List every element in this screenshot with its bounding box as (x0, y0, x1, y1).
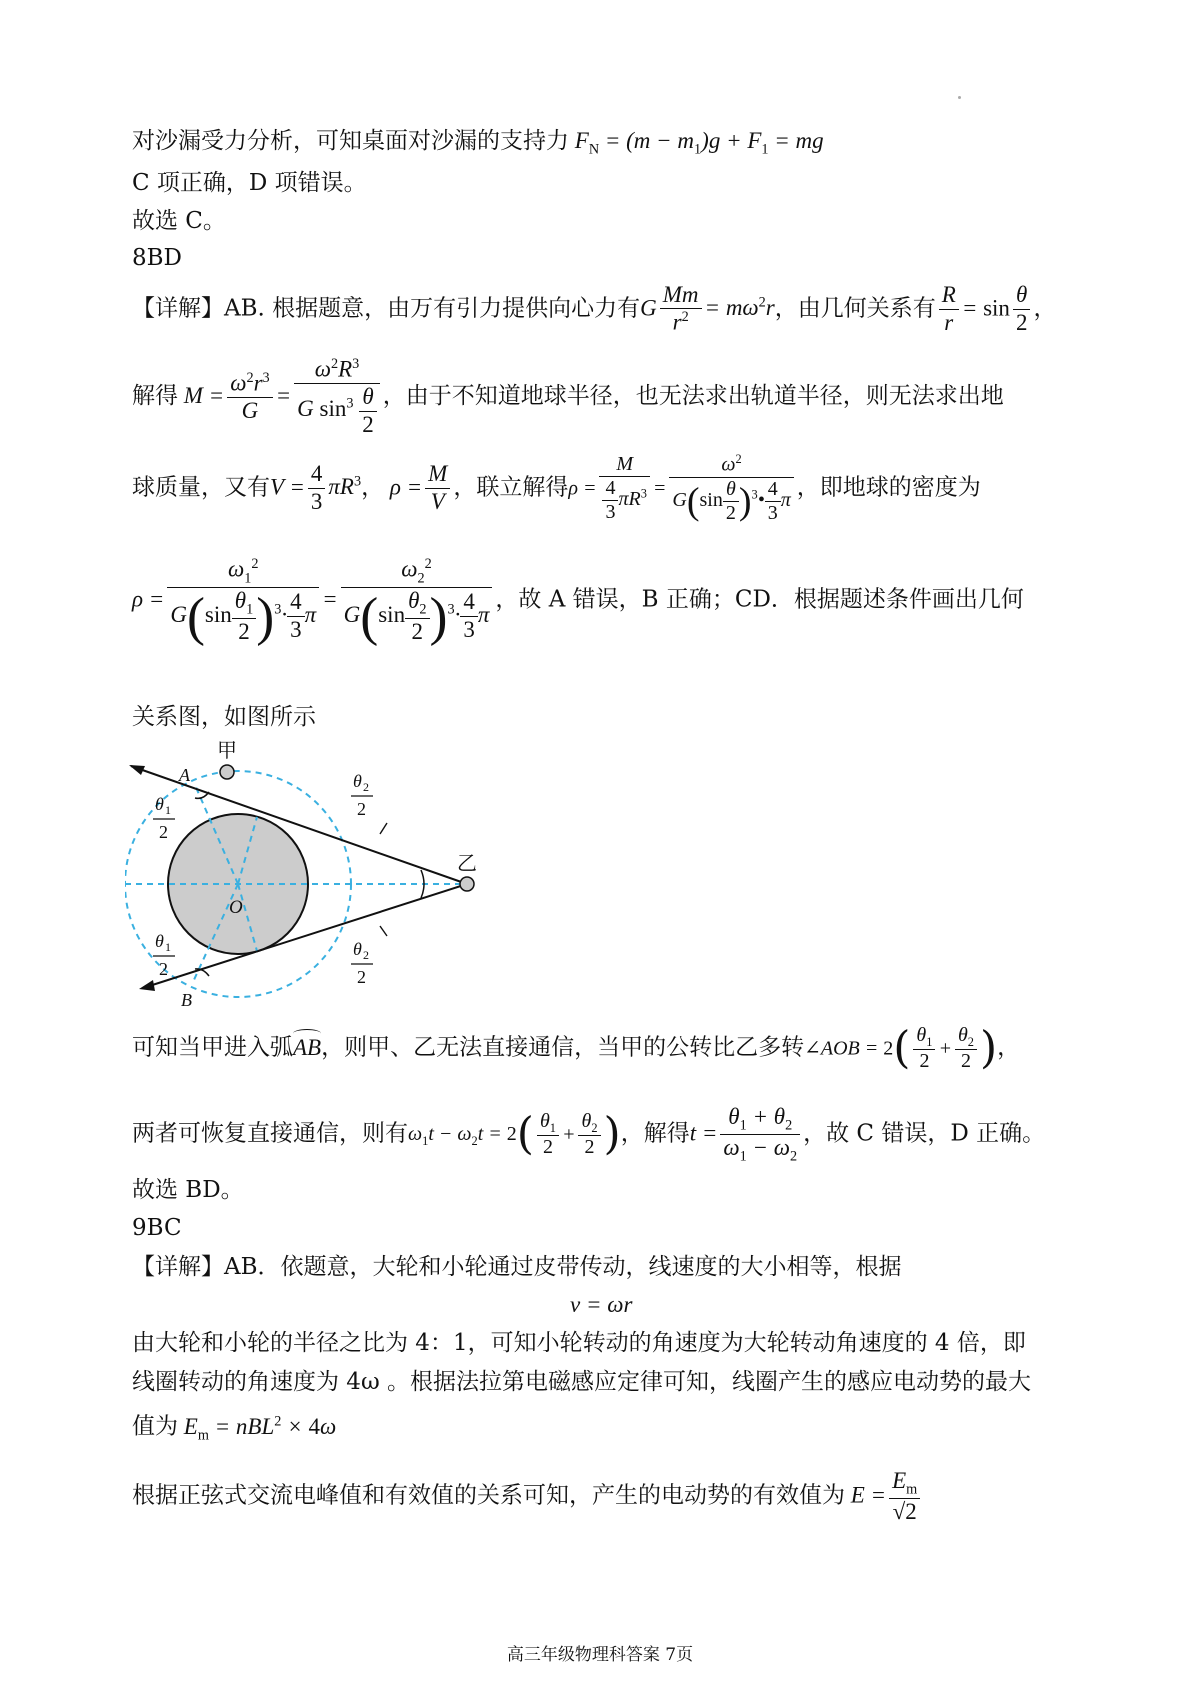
text-segment: ，解得 (620, 1120, 690, 1147)
label-two: 2 (159, 959, 168, 979)
text-segment: ，则甲、乙无法直接通信，当甲的公转比乙多转 (321, 1034, 805, 1061)
equation-v-omega-r: v = ωr (570, 1292, 633, 1317)
text-segment: 对沙漏受力分析，可知桌面对沙漏的支持力 (132, 128, 569, 154)
label-theta1-lower-sub: 1 (165, 940, 171, 954)
text-segment: 球质量，又有 (132, 474, 270, 501)
line-belt-drive: 【详解】AB．依题意，大轮和小轮通过皮带传动，线速度的大小相等，根据 (132, 1254, 902, 1280)
text-segment: 两者可恢复直接通信，则有 (132, 1120, 408, 1147)
text-segment: 值为 (132, 1413, 178, 1440)
label-theta1-upper-sub: 1 (165, 803, 171, 817)
line-gravity-equation: 【详解】AB. 根据题意，由万有引力提供向心力有G $\frac{Mm}{r^2}$ = $m\omega^2r$，由几何关系有 $\frac{R}{r}$ = sin $\frac{\theta}{2}$ ， (132, 282, 1057, 336)
line-mass-solution: 解得 M = $\frac{\omega^2r^3}{G}$ = $\omega^2R^3$ G $\sin^3$ $\frac{\theta}{2}$ ，由于不知道地球半径，也无法求出轨道半径，则无法求出地 (132, 356, 1004, 437)
line-diagram-intro: 关系图，如图所示 (132, 704, 316, 730)
text-segment: ，故 A 错误，B 正确；CD．根据题述条件画出几何 (495, 586, 1024, 613)
line-support-force: 对沙漏受力分析，可知桌面对沙漏的支持力 $F_N = (m - m_1)g + F_1$ = mg (132, 128, 824, 158)
text-segment: ，由几何关系有 (774, 295, 936, 322)
line-arc-ab: 可知当甲进入弧AB ，则甲、乙无法直接通信，当甲的公转比乙多转∠AOB = 2( $\frac{\theta_1}{2}$ + $\frac{\theta_2}{2}$ )， (132, 1022, 1021, 1074)
label-o: O (229, 897, 243, 918)
label-theta2-upper: θ (353, 771, 362, 791)
line-choose-c: 故选 C。 (132, 208, 226, 234)
label-theta1-upper: θ (155, 794, 164, 814)
arrowhead-upper (129, 765, 145, 775)
label-two: 2 (159, 822, 168, 842)
text-segment: ，故 C 错误，D 正确。 (803, 1120, 1046, 1147)
line-c-correct: C 项正确，D 项错误。 (132, 170, 367, 196)
label-two: 2 (357, 799, 366, 819)
label-jia: 甲 (217, 740, 237, 762)
line-density-derivation: 球质量，又有V = $\frac{4}{3}$ $\pi R^3$， ρ = $\frac{M}{V}$ ，联立解得ρ = M $\frac{4}{3}$ $\pi R^3$ = $\omega^2$ G(sin $\frac{\theta}{2}$ )$^3$• $\frac{4}{3}$ π ，即地球的密度为 (132, 452, 981, 524)
line-faraday: 线圈转动的角速度为 4ω 。根据法拉第电磁感应定律可知，线圈产生的感应电动势的最大 (132, 1369, 1032, 1395)
text-segment: ，由于不知道地球半径，也无法求出轨道半径，则无法求出地 (382, 382, 1004, 409)
label-theta2-lower-sub: 2 (363, 948, 369, 962)
angle-arc-yi-upper (421, 870, 424, 884)
text-segment: 根据正弦式交流电峰值和有效值的关系可知，产生的电动势的有效值为 (132, 1482, 845, 1509)
pointer-upper (380, 823, 387, 834)
page-footer: 高三年级物理科答案 7页 (506, 1645, 694, 1665)
label-yi: 乙 (457, 853, 477, 875)
orbit-geometry-diagram (125, 740, 485, 1010)
line-emf-effective: 根据正弦式交流电峰值和有效值的关系可知，产生的电动势的有效值为 E = $\frac{E_m}{√2}$ (132, 1468, 923, 1525)
text-segment: 解得 (132, 382, 178, 409)
label-theta2-lower: θ (353, 939, 362, 959)
question-9-heading: 9BC (132, 1215, 182, 1241)
arrowhead-lower (139, 980, 155, 991)
satellite-jia (220, 765, 234, 779)
line-time-solution: 两者可恢复直接通信，则有$\omega_1t - \omega_2t = 2$( $\frac{\theta_1}{2}$ + $\frac{\theta_2}{2}$ )，解得t = $\frac{\theta_1 + \theta_2}{\omega_1 - \omega_2}$ ，故 C 错误，D 正确。 (132, 1104, 1046, 1165)
line-choose-bd: 故选 BD。 (132, 1177, 244, 1203)
label-two: 2 (357, 967, 366, 987)
pointer-lower (380, 926, 387, 936)
line-emf-max: 值为 $E_m = nBL^2 \times 4\omega$ (132, 1413, 337, 1444)
text-segment: 可知当甲进入弧 (132, 1034, 293, 1061)
satellite-yi (460, 877, 474, 891)
scan-dot (958, 96, 961, 99)
label-theta1-lower: θ (155, 931, 164, 951)
label-b: B (181, 990, 192, 1010)
text-segment: ，联立解得 (453, 474, 569, 501)
line-radius-ratio: 由大轮和小轮的半径之比为 4：1，可知小轮转动的角速度为大轮转动角速度的 4 倍，即 (132, 1330, 1026, 1356)
text-segment: ，即地球的密度为 (796, 474, 981, 501)
line-density-result: ρ = $\omega_1^2$ G(sin $\frac{\theta_1}{2}$ )$^3$· $\frac{4}{3}$ π = $\omega_2^2$ G(sin $\frac{\theta_2}{2}$ )$^3$· $\frac{4}{3}$ π ，故 A 错误，B 正确；CD．根据题述条件画出几何 (132, 556, 1024, 647)
label-a: A (179, 765, 190, 785)
question-8-heading: 8BD (132, 245, 182, 271)
label-theta2-upper-sub: 2 (363, 780, 369, 794)
angle-arc-yi-lower (421, 884, 424, 898)
text-segment: 【详解】AB. 根据题意，由万有引力提供向心力有 (132, 295, 641, 322)
